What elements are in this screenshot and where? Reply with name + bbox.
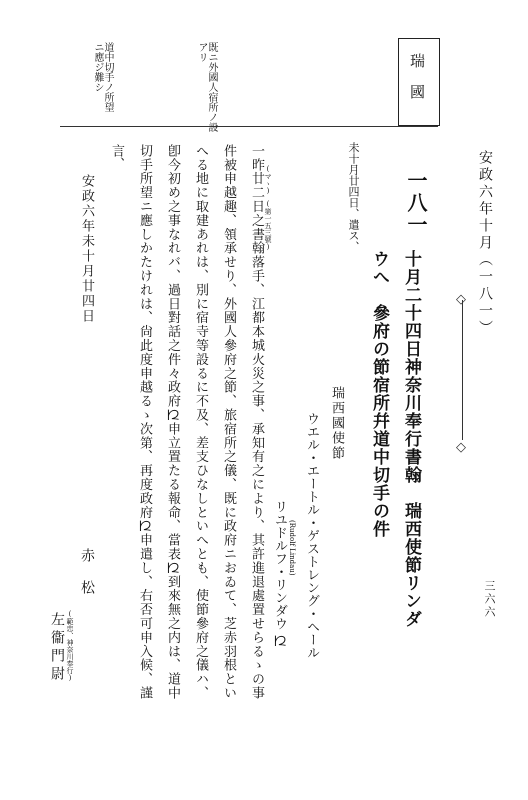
body-line-2: 件被申越趣、領承せり、外國人參府之節、旅宿所之儀、既に政府ニおゐて、芝赤羽根とい (221, 144, 236, 700)
body-line-5: 切手所望ニ應しかたけれは、尙此度申越るゝ次第、再度政府𛀁申遣し、右否可申入候、謹 (137, 144, 152, 700)
body-line-3: へる地に取建あれは、別に宿寺等設るに不及、差支ひなしといへとも、使節參府之儀ハ、 (193, 144, 208, 700)
header-underline (60, 126, 438, 127)
addressee-head: 瑞西國使節 (329, 386, 344, 461)
document-date-note: 未十月廿四日、遣ス、 (347, 142, 360, 252)
margin-note-inn: 既ニ外國人宿所ノ設アリ (196, 42, 217, 132)
signer-gloss: (範忠、神奈川奉行) (66, 610, 74, 682)
body-gloss-a: (マヽ) (264, 165, 272, 195)
rule-ornament-bottom: ◇ (456, 440, 466, 455)
closing-date: 安政六年未十月廿四日 (79, 174, 94, 324)
addressee-name-2: リユドルフ・リンダウ (272, 500, 287, 630)
running-header-era: 安政六年十月（一八一） (477, 150, 493, 337)
rule-ornament-top: ◇ (456, 292, 466, 307)
addressee-name-1-gloss: (Rudolf Lindau) (288, 520, 296, 576)
body-line-1: 一昨廿二日之書翰落手、江都本城火災之事、承知有之により、其許進退處置せらるゝの事 (249, 144, 264, 700)
body-line-4: 卽今初め之事なれバ、過日對話之件々政府𛀁申立置たる報命、當表𛀁到來無之内は、道中 (165, 144, 180, 700)
page-number: 三六六 (483, 580, 496, 619)
addressee-suffix: 𛀁 (272, 634, 287, 647)
header-rule (462, 300, 463, 440)
document-number: 一八一 (404, 170, 428, 236)
header-box (398, 38, 440, 126)
margin-note-pass: 道中切手ノ所望ニ應ジ難シ (92, 42, 113, 112)
signer-surname: 赤松 (79, 548, 95, 612)
addressee-name-1: ウエル・エートル・ゲストレング・ヘール (304, 412, 319, 659)
body-line-6: 言、 (109, 144, 124, 170)
document-title-line-1: 十月二十四日神奈川奉行書翰 瑞西使節リンダ (401, 250, 421, 628)
document-title-line-2: ウへ 參府の節宿所幷道中切手の件 (369, 250, 389, 538)
header-box-label: 瑞國 (408, 53, 426, 115)
signer-given: 左衞門尉 (49, 612, 65, 684)
body-gloss-b: (第一五三號) (264, 200, 272, 251)
